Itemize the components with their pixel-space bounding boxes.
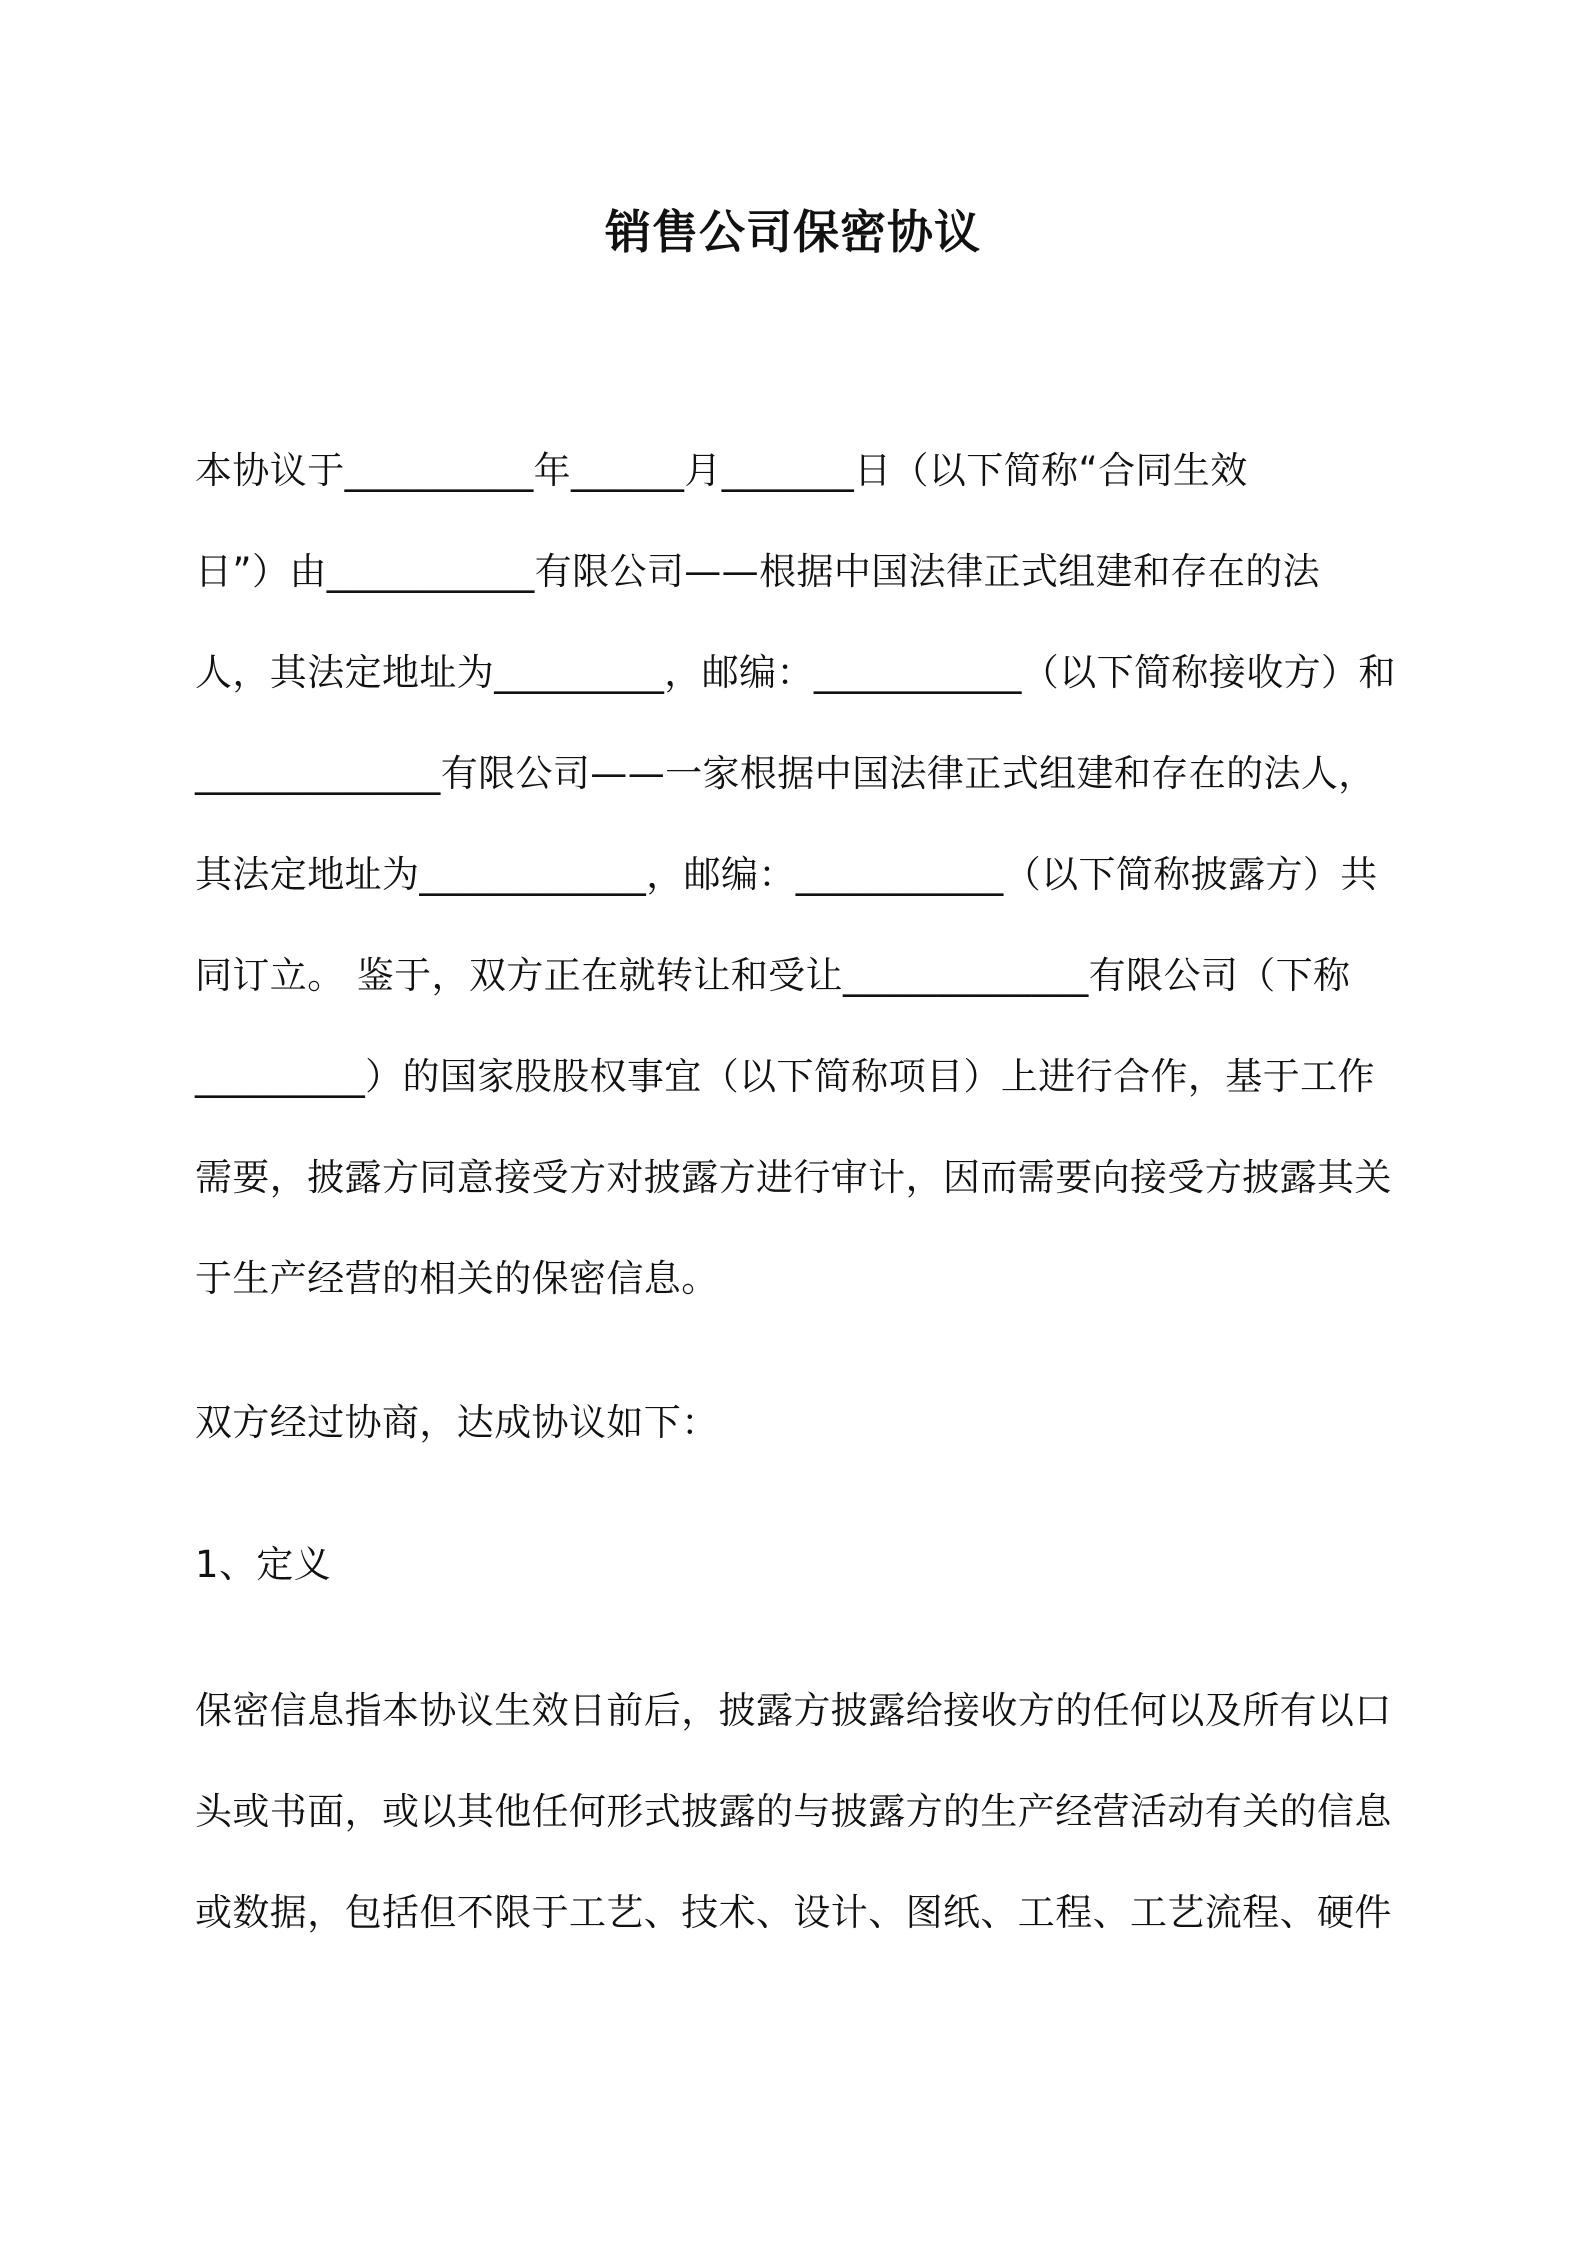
body-line-5: 其法定地址为____________，邮编：___________（以下简称披露方）共 — [195, 853, 1378, 896]
body-line-7: _________）的国家股股权事宜（以下简称项目）上进行合作，基于工作 — [195, 1055, 1375, 1098]
document-title: 销售公司保密协议 — [605, 205, 981, 259]
section-intro: 双方经过协商，达成协议如下： — [195, 1401, 719, 1444]
definition-line-2: 头或书面，或以其他任何形式披露的与披露方的生产经营活动有关的信息 — [195, 1790, 1392, 1833]
body-line-9: 于生产经营的相关的保密信息。 — [195, 1257, 719, 1300]
definition-line-3: 或数据，包括但不限于工艺、技术、设计、图纸、工程、工艺流程、硬件 — [195, 1891, 1392, 1934]
body-line-6: 同订立。 鉴于，双方正在就转让和受让_____________有限公司（下称 — [195, 954, 1351, 997]
body-line-4: _____________有限公司——一家根据中国法律正式组建和存在的法人， — [195, 752, 1376, 795]
section-heading-definition: 1、定义 — [195, 1543, 332, 1586]
body-line-1: 本协议于__________年______月_______日（以下简称“合同生效 — [195, 449, 1248, 492]
body-line-3: 人，其法定地址为_________，邮编：___________（以下简称接收方）和 — [195, 651, 1396, 694]
body-line-8: 需要，披露方同意接受方对披露方进行审计，因而需要向接受方披露其关 — [195, 1156, 1392, 1199]
definition-line-1: 保密信息指本协议生效日前后，披露方披露给接收方的任何以及所有以口 — [195, 1689, 1392, 1732]
body-line-2: 日”）由___________有限公司——根据中国法律正式组建和存在的法 — [195, 550, 1321, 593]
